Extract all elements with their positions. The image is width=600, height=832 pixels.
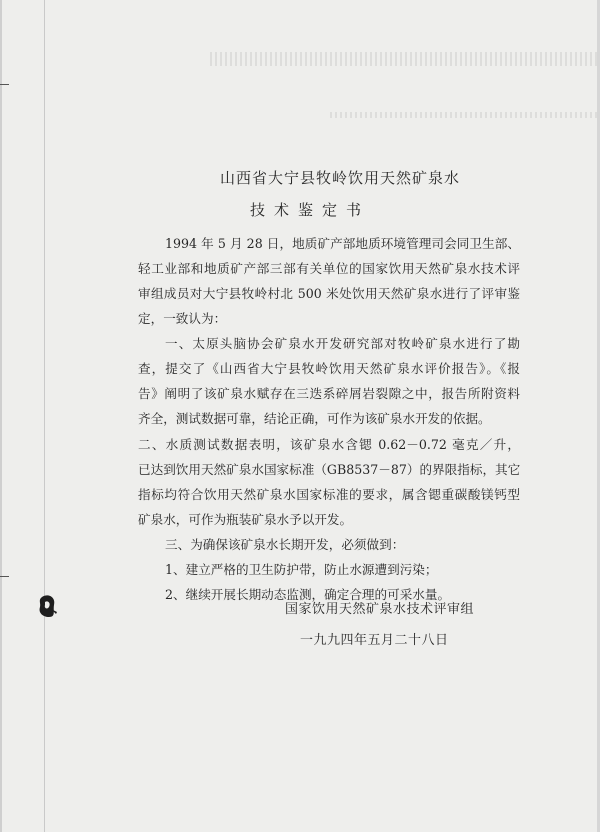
body-line: 一、太原头脑协会矿泉水开发研究部对牧岭矿泉水进行了勘 [165, 336, 520, 351]
body-line: 三、为确保该矿泉水长期开发，必须做到： [165, 537, 405, 552]
signature-date: 一九九四年五月二十八日 [300, 633, 449, 648]
fold-line [44, 0, 45, 832]
body-line: 1、建立严格的卫生防护带，防止水源遭到污染； [165, 562, 438, 577]
body-line: 轻工业部和地质矿产部三部有关单位的国家饮用天然矿泉水技术评 [138, 261, 520, 276]
binding-mark [0, 576, 9, 577]
body-line: 已达到饮用天然矿泉水国家标准（GB8537－87）的界限指标，其它 [138, 462, 520, 477]
ink-blot-icon [36, 591, 62, 621]
document-subtitle: 技术鉴定书 [249, 201, 370, 219]
scan-edge [0, 0, 2, 832]
document-title: 山西省大宁县牧岭饮用天然矿泉水 [219, 169, 460, 187]
body-line: 二、水质测试数据表明，该矿泉水含锶 0.62－0.72 毫克／升， [138, 437, 520, 452]
body-line: 矿泉水，可作为瓶装矿泉水予以开发。 [138, 512, 353, 527]
scan-noise [330, 112, 600, 118]
body-line: 指标均符合饮用天然矿泉水国家标准的要求，属含锶重碳酸镁钙型 [138, 487, 520, 502]
body-line: 定，一致认为： [138, 311, 227, 326]
body-line: 齐全，测试数据可靠，结论正确，可作为该矿泉水开发的依据。 [138, 411, 491, 426]
scan-noise [210, 52, 600, 66]
signature-organization: 国家饮用天然矿泉水技术评审组 [285, 602, 475, 617]
body-line: 审组成员对大宁县牧岭村北 500 米处饮用天然矿泉水进行了评审鉴 [138, 286, 520, 301]
body-line: 1994 年 5 月 28 日，地质矿产部地质环境管理司会同卫生部、 [165, 236, 520, 251]
body-line: 查，提交了《山西省大宁县牧岭饮用天然矿泉水评价报告》。《报 [138, 361, 520, 376]
body-line: 2、继续开展长期动态监测，确定合理的可采水量。 [165, 587, 451, 602]
body-line: 告》阐明了该矿泉水赋存在三迭系碎屑岩裂隙之中，报告所附资料 [138, 386, 520, 401]
binding-mark [0, 84, 9, 85]
